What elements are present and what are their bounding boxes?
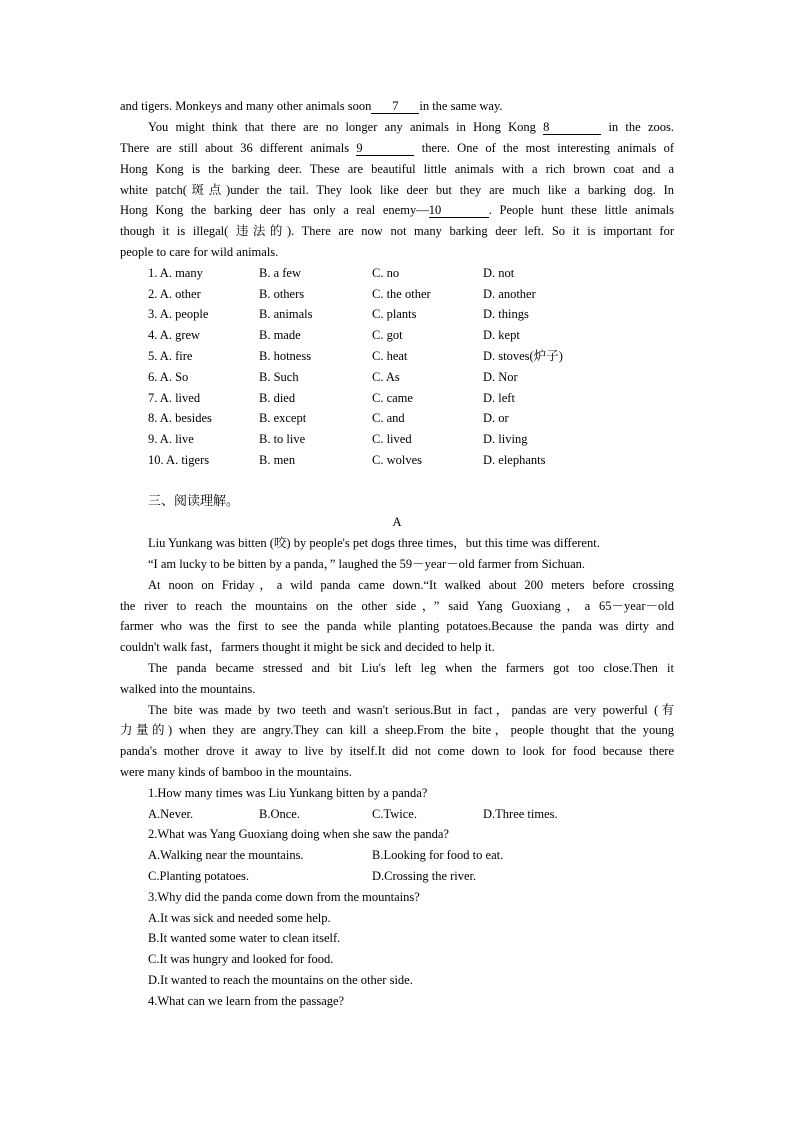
cloze-line-4: Hong Kong is the barking deer. These are beautiful little animals with a rich brown coat and a — [120, 162, 674, 176]
reading-line-8: walked into the mountains. — [120, 682, 256, 696]
option-c: C.Planting potatoes. — [148, 869, 250, 883]
option-c: C. the other — [372, 287, 431, 301]
question-3: 3.Why did the panda come down from the mountains? — [148, 890, 420, 904]
reading-line-4: the river to reach the mountains on the other side，” said Yang Guoxiang，a 65－year－old — [120, 599, 674, 613]
cloze-line-8: people to care for wild animals. — [120, 245, 279, 259]
option-c: C. plants — [372, 307, 417, 321]
reading-line-1: Liu Yunkang was bitten (咬) by people's pet dogs three times，but this time was different. — [148, 536, 600, 550]
section-heading: 三、阅读理解。 — [148, 494, 240, 509]
option-b: B. died — [259, 391, 296, 405]
option-c: C. no — [372, 266, 400, 280]
option-b: B. made — [259, 328, 301, 342]
cloze-line-2 — [148, 119, 674, 135]
reading-line-7: The panda became stressed and bit Liu's left leg when the farmers got too close.Then it — [148, 661, 674, 675]
option-a: 2. A. other — [148, 287, 201, 301]
option-d: D. things — [483, 307, 529, 321]
text-segment: Hong Kong the barking deer has only a real enemy— — [120, 203, 429, 217]
text-segment: . People hunt these little animals — [488, 203, 674, 217]
text-segment: and tigers. Monkeys and many other animals soon — [120, 99, 372, 113]
cloze-line-6 — [120, 202, 674, 218]
cloze-line-7: though it is illegal( 违法的). There are now not many barking deer left. So it is important for — [120, 224, 674, 238]
option-a: 5. A. fire — [148, 349, 193, 363]
option-c: C. got — [372, 328, 403, 342]
option-b: B. except — [259, 411, 307, 425]
reading-line-5: farmer who was the first to see the panda while planting potatoes.Because the panda was dirty and — [120, 619, 674, 633]
blank-7: 7 — [371, 100, 419, 114]
option-d: D. Nor — [483, 370, 518, 384]
passage-letter: A — [392, 515, 402, 529]
option-a: 7. A. lived — [148, 391, 201, 405]
option-d: D.Three times. — [483, 807, 558, 821]
option-c: C. As — [372, 370, 400, 384]
text-segment: there. One of the most interesting animals of — [421, 141, 674, 155]
option-a: 9. A. live — [148, 432, 194, 446]
option-d: D.Crossing the river. — [372, 869, 477, 883]
blank-10: 10 — [429, 204, 489, 218]
option-a: 10. A. tigers — [148, 453, 210, 467]
question-3-option-b: B.It wanted some water to clean itself. — [148, 931, 341, 945]
option-c: C. came — [372, 391, 413, 405]
reading-line-9: The bite was made by two teeth and wasn't serious.But in fact，pandas are very powerful (有 — [148, 703, 674, 717]
option-d: D. or — [483, 411, 509, 425]
option-c: C. lived — [372, 432, 412, 446]
option-d: D. kept — [483, 328, 520, 342]
option-c: C. and — [372, 411, 405, 425]
option-d: D. stoves(炉子) — [483, 349, 563, 363]
reading-line-10: 力量的) when they are angry.They can kill a sheep.From the bite，people thought that the young — [120, 723, 674, 737]
reading-line-3: At noon on Friday，a wild panda came down.“It walked about 200 meters before crossing — [148, 578, 674, 592]
reading-line-2: “I am lucky to be bitten by a panda，” laughed the 59－year－old farmer from Sichuan. — [148, 557, 586, 571]
question-3-option-d: D.It wanted to reach the mountains on the other side. — [148, 973, 413, 987]
option-d: D. not — [483, 266, 515, 280]
option-b: B. to live — [259, 432, 306, 446]
blank-8: 8 — [543, 121, 601, 135]
option-d: D. elephants — [483, 453, 546, 467]
reading-line-12: were many kinds of bamboo in the mountains. — [120, 765, 352, 779]
option-b: B. Such — [259, 370, 299, 384]
option-a: 3. A. people — [148, 307, 209, 321]
option-d: D. living — [483, 432, 528, 446]
blank-9: 9 — [356, 142, 414, 156]
option-a: 6. A. So — [148, 370, 189, 384]
cloze-line-5: white patch(斑点)under the tail. They look like deer but they are much like a barking dog. In — [120, 183, 674, 197]
cloze-line-1 — [120, 98, 674, 114]
option-a: A.Walking near the mountains. — [148, 848, 304, 862]
option-d: D. left — [483, 391, 515, 405]
option-b: B. hotness — [259, 349, 312, 363]
option-b: B.Looking for food to eat. — [372, 848, 504, 862]
option-b: B. others — [259, 287, 305, 301]
option-a: 4. A. grew — [148, 328, 201, 342]
option-a: 1. A. many — [148, 266, 203, 280]
text-segment: There are still about 36 different animals — [120, 141, 350, 155]
text-segment: in the zoos. — [608, 120, 674, 134]
question-1: 1.How many times was Liu Yunkang bitten by a panda? — [148, 786, 428, 800]
cloze-line-3 — [120, 140, 674, 156]
text-segment: You might think that there are no longer any animals in Hong Kong — [148, 120, 536, 134]
reading-line-11: panda's mother drove it away to live by itself.It did not come down to look for food because there — [120, 744, 674, 758]
option-c: C. wolves — [372, 453, 422, 467]
question-3-option-c: C.It was hungry and looked for food. — [148, 952, 334, 966]
option-b: B. animals — [259, 307, 313, 321]
question-3-option-a: A.It was sick and needed some help. — [148, 911, 331, 925]
option-d: D. another — [483, 287, 536, 301]
question-4: 4.What can we learn from the passage? — [148, 994, 345, 1008]
option-b: B.Once. — [259, 807, 300, 821]
text-segment: in the same way. — [419, 99, 503, 113]
option-a: 8. A. besides — [148, 411, 212, 425]
option-a: A.Never. — [148, 807, 194, 821]
reading-line-6: couldn't walk fast，farmers thought it might be sick and decided to help it. — [120, 640, 495, 654]
option-b: B. men — [259, 453, 296, 467]
option-c: C. heat — [372, 349, 408, 363]
question-2: 2.What was Yang Guoxiang doing when she saw the panda? — [148, 827, 449, 841]
option-c: C.Twice. — [372, 807, 417, 821]
option-b: B. a few — [259, 266, 301, 280]
